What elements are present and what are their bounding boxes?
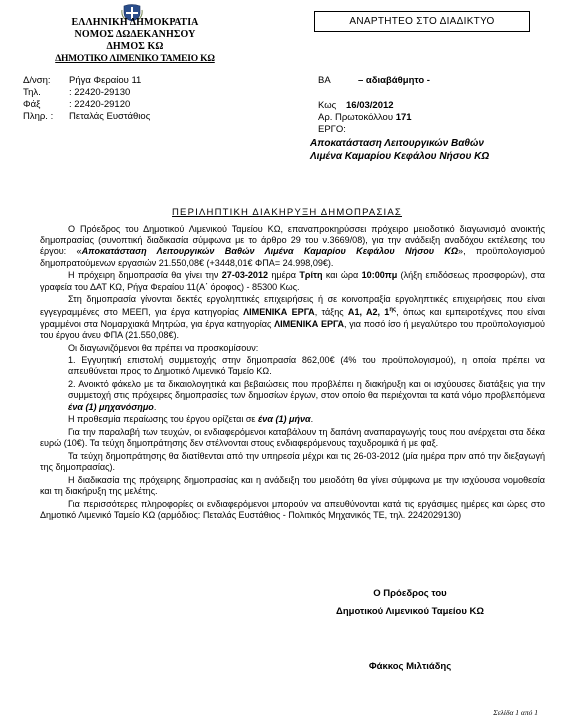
address-value: Ρήγα Φεραίου 11 (69, 75, 142, 86)
date-value: 16/03/2012 (346, 100, 394, 111)
protocol-number (318, 112, 412, 124)
ba-value: – αδιαβάθμητο - (358, 75, 430, 86)
text: Στη δημοπρασία γίνονται δεκτές εργοληπτικές επιχειρήσεις ή σε κοινοπραξία εργοληπτικές επιχειρήσεις που είναι εγγεγραμμένες στο ΜΕΕΠ, για έργα κατηγορίας (40, 294, 545, 318)
superscript: ης (389, 307, 397, 314)
text: . (153, 401, 157, 412)
text: , για ποσό ίσο ή μεγαλύτερο του προϋπολογισμού του έργου άνευ ΦΠΑ (21.550,08€). (40, 318, 545, 340)
paragraph-availability: Τα τεύχη δημοπράτησης θα διατίθενται από την υπηρεσία μέχρι και τις 26-03-2012 (μία ημέρα πριν από την διεξαγωγή της δημοπρασίας). (40, 450, 545, 473)
project-title-line-2: Λιμένα Καμαρίου Κεφάλου Νήσου ΚΩ (310, 151, 490, 162)
contact-fax (23, 99, 130, 111)
project-label: ΕΡΓΟ: (318, 124, 346, 135)
info-label: Πληρ. : (23, 111, 54, 122)
ba-label: ΒΑ (318, 75, 331, 86)
text: Η πρόχειρη δημοπρασία θα γίνει την (68, 270, 222, 281)
text: . (310, 414, 314, 425)
signature-line-1: Ο Πρόεδρος του (373, 588, 447, 599)
stamp-count: ένα (1) μηχανόσημο (68, 401, 154, 412)
date-label: Κως (318, 100, 337, 111)
text: 2. Ανοικτό φάκελο με τα δικαιολογητικά και βεβαιώσεις που προβλέπει η διακήρυξη και οι ισχύουσες διατάξεις για την συμμετοχή στις πρόχειρες δημοπρασίες των δημοσίων έργων, στον οποίο θα περιέχονται τα κατά νόμο προβλεπόμενα (68, 379, 545, 401)
text: Ο Πρόεδρος του Δημοτικού Λιμενικού Ταμείου ΚΩ, επαναπροκηρύσσει πρόχειρο μειοδοτικό διαγωνισμό ανοικτής δημοπρασίας (συνοπτική διαδικασία σύμφωνα με το άρθρο 29 του ν.3669/08), για την ανάδειξη αναδόχου εκτέλεσης του έργου: « (40, 224, 545, 257)
contact-info (23, 111, 150, 123)
text: και ώρα (322, 270, 362, 281)
paragraph-eligibility (40, 294, 545, 341)
project-title-line-1: Αποκατάσταση Λειτουργικών Βαθών (310, 138, 484, 149)
paragraph-requirements: Οι διαγωνιζόμενοι θα πρέπει να προσκομίσουν: (68, 342, 259, 353)
fax-label: Φάξ (23, 99, 41, 110)
address-label: Δ/νση: (23, 75, 51, 86)
page-number: Σελίδα 1 από 1 (493, 708, 538, 717)
header-line-1: ΕΛΛΗΝΙΚΗ ΔΗΜΟΚΡΑΤΙΑ (71, 17, 199, 28)
signature-line-2: Δημοτικού Λιμενικού Ταμείου ΚΩ (336, 606, 484, 617)
paragraph-procedure: Η διαδικασία της πρόχειρης δημοπρασίας και η ανάδειξη του μειοδότη θα γίνει σύμφωνα με την ισχύουσα νομοθεσία και τη διακήρυξη της μελέτης. (40, 474, 545, 496)
text: », προϋπολογισμού δημοπρατούμενων εργασιών 21.550,08€ (+3448,01€ ΦΠΑ= 24.998,09€). (40, 246, 545, 268)
protocol-value: 171 (395, 112, 412, 123)
paragraph-deadline (40, 414, 545, 425)
text: , όπως και εμπειροτέχνες που είναι γραμμένοι στα Νομαρχιακά Μητρώα, για έργα κατηγορίας (40, 307, 545, 329)
paragraph-date (40, 270, 545, 292)
info-value: Πεταλάς Ευστάθιος (69, 111, 151, 122)
phone-value: : 22420-29130 (69, 87, 131, 98)
document-body (40, 224, 545, 523)
project-name: Αποκατάσταση Λειτουργικών Βαθών Λιμένα Καμαρίου Κεφάλου Νήσου ΚΩ (81, 246, 459, 257)
category: ΛΙΜΕΝΙΚΑ ΕΡΓΑ (243, 307, 315, 318)
paragraph-intro (40, 224, 545, 269)
text: (λήξη επιδόσεως προσφορών), στα γραφεία του ΔΑΤ ΚΩ, Ρήγα Φεραίου 11(Α΄ όροφος) - 85300 Κως. (40, 270, 545, 292)
document-date (318, 100, 394, 112)
fax-value: : 22420-29120 (69, 99, 131, 110)
classes: Α1, Α2, 1 (347, 307, 390, 318)
document-title: ΠΕΡΙΛΗΠΤΙΚΗ ΔΙΑΚΗΡΥΞΗ ΔΗΜΟΠΡΑΣΙΑΣ (172, 207, 402, 218)
signatory-name: Φάκκος Μιλτιάδης (368, 661, 452, 672)
paragraph-guarantee: 1. Εγγυητική επιστολή συμμετοχής στην δημοπρασία 862,00€ (4% του προϋπολογισμού), η οποία πρέπει να απευθύνεται προς το Δημοτικό Λιμενικό Ταμείο ΚΩ. (68, 355, 545, 377)
header-line-2: ΝΟΜΟΣ ΔΩΔΕΚΑΝΗΣΟΥ (74, 29, 196, 40)
contact-phone (23, 87, 130, 99)
classification (318, 75, 430, 87)
auction-date: 27-03-2012 (221, 270, 269, 281)
header-line-4: ΔΗΜΟΤΙΚΟ ΛΙΜΕΝΙΚΟ ΤΑΜΕΙΟ ΚΩ (55, 54, 215, 64)
category: ΛΙΜΕΝΙΚΑ ΕΡΓΑ (274, 318, 345, 329)
phone-label: Τηλ. (23, 87, 41, 98)
header-line-3: ΔΗΜΟΣ ΚΩ (106, 41, 164, 52)
paragraph-documents (40, 379, 545, 413)
contact-address (23, 75, 141, 87)
publish-online-box: ΑΝΑΡΤΗΤΕΟ ΣΤΟ ΔΙΑΔΙΚΤΥΟ (314, 11, 530, 32)
auction-day: Τρίτη (299, 270, 323, 281)
protocol-label: Αρ. Πρωτοκόλλου (318, 112, 394, 123)
auction-time: 10:00πμ (361, 270, 398, 281)
paragraph-fees: Για την παραλαβή των τευχών, οι ενδιαφερόμενοι καταβάλουν τη δαπάνη αναπαραγωγής τους που ανέρχεται στα δέκα ευρώ (10€). Τα τεύχη δημοπράτησης δεν στέλνονται στους ενδιαφερόμενους ταχυδρομικά ή με φαξ. (40, 426, 545, 449)
text: ημέρα (268, 270, 300, 281)
text: , τάξης (314, 307, 348, 318)
deadline-duration: ένα (1) μήνα (257, 414, 311, 425)
text: Η προθεσμία περαίωσης του έργου ορίζεται σε (68, 414, 258, 425)
paragraph-contact: Για περισσότερες πληροφορίες οι ενδιαφερόμενοι μπορούν να απευθύνονται κατά τις εργάσιμες ημέρες και ώρες στο Δημοτικό Λιμενικό Ταμείο ΚΩ (αρμόδιος: Πεταλάς Ευστάθιος - Πολιτικός Μηχανικός ΤΕ, τηλ. 2242029130) (40, 498, 545, 520)
